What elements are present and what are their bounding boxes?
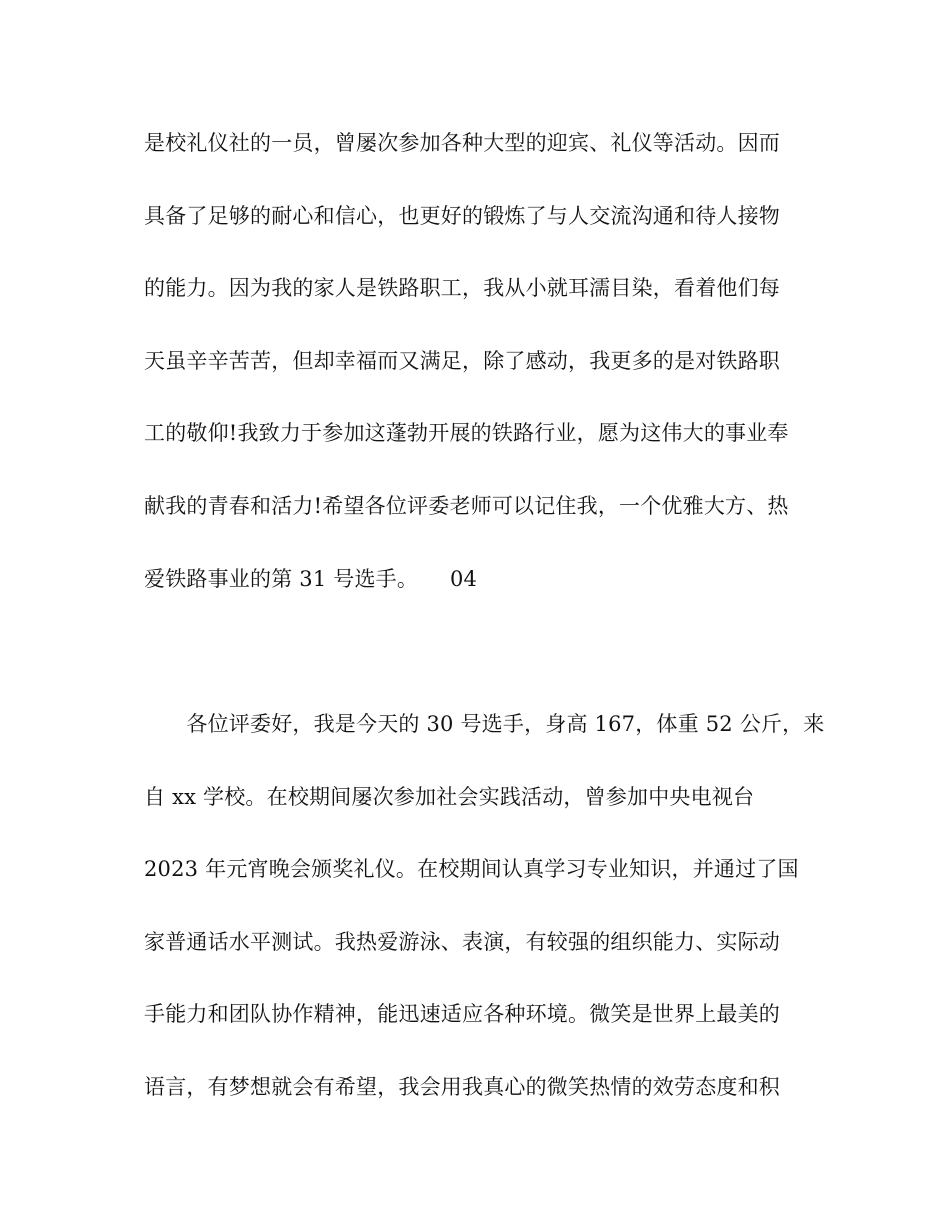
- text-line: 爱铁路事业的第 31 号选手。 04: [144, 567, 478, 591]
- text-line: 语言，有梦想就会有希望，我会用我真心的微笑热情的效劳态度和积: [144, 1075, 780, 1099]
- text-line: 家普通话水平测试。我热爱游泳、表演，有较强的组织能力、实际动: [144, 930, 780, 954]
- text-line: 手能力和团队协作精神，能迅速适应各种环境。微笑是世界上最美的: [144, 1002, 780, 1026]
- text-line: 献我的青春和活力!希望各位评委老师可以记住我，一个优雅大方、热: [144, 494, 789, 518]
- text-line: 天虽辛辛苦苦，但却幸福而又满足，除了感动，我更多的是对铁路职: [144, 349, 780, 373]
- text-line: 各位评委好，我是今天的 30 号选手，身高 167，体重 52 公斤，来: [144, 712, 825, 736]
- text-line: 是校礼仪社的一员，曾屡次参加各种大型的迎宾、礼仪等活动。因而: [144, 131, 780, 155]
- text-line: 工的敬仰!我致力于参加这蓬勃开展的铁路行业，愿为这伟大的事业奉: [144, 421, 789, 445]
- text-line: 2023 年元宵晚会颁奖礼仪。在校期间认真学习专业知识，并通过了国: [144, 857, 799, 881]
- text-line: 的能力。因为我的家人是铁路职工，我从小就耳濡目染，看着他们每: [144, 276, 780, 300]
- text-line: 自 xx 学校。在校期间屡次参加社会实践活动，曾参加中央电视台: [144, 785, 755, 809]
- text-line: 具备了足够的耐心和信心，也更好的锻炼了与人交流沟通和待人接物: [144, 204, 780, 228]
